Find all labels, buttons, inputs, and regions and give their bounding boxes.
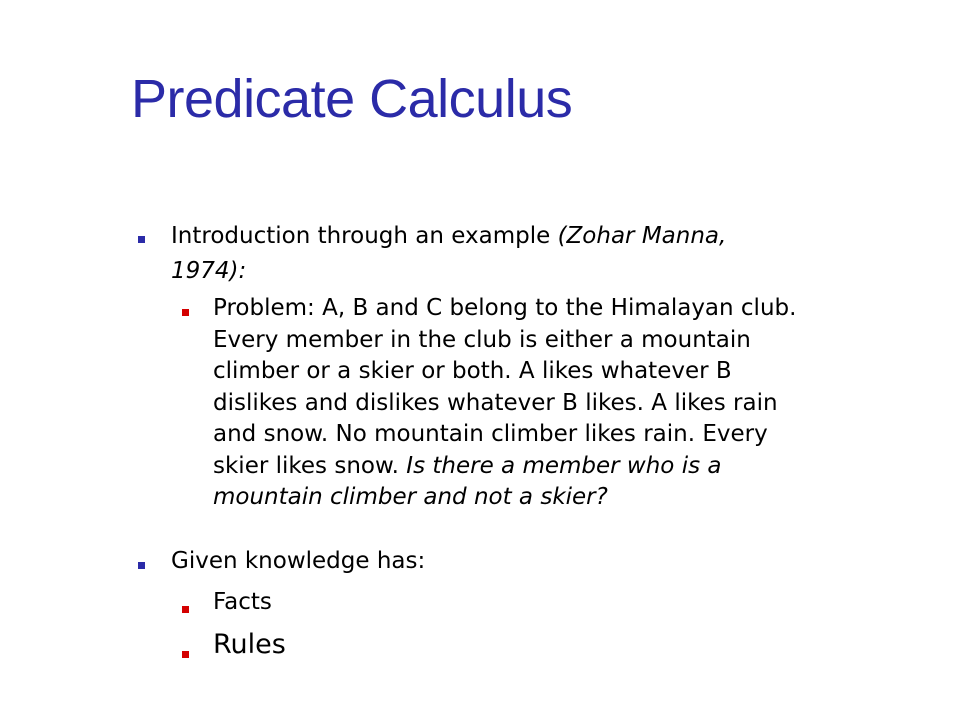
intro-text: Introduction through an example: [171, 223, 558, 249]
problem-question-cont: mountain climber and not a skier?: [213, 484, 608, 510]
knowledge-heading: Given knowledge has:: [171, 548, 426, 574]
bullet-square-icon: [182, 651, 189, 658]
intro-citation-cont: 1974):: [171, 258, 247, 284]
problem-bullet-text: [213, 293, 953, 514]
problem-question: Is there a member who is a: [406, 452, 722, 479]
problem-line: Every member in the club is either a mountain: [213, 326, 751, 353]
problem-line: Problem: A, B and C belong to the Himalayan club.: [213, 295, 797, 321]
bullet-square-icon: [182, 309, 189, 316]
problem-line: and snow. No mountain climber likes rain. Every: [213, 421, 768, 447]
intro-citation: (Zohar Manna,: [557, 223, 727, 249]
problem-line: dislikes and dislikes whatever B likes. A likes rain: [213, 389, 778, 416]
bullet-square-icon: [138, 236, 145, 243]
knowledge-item-facts: Facts: [213, 589, 272, 615]
problem-line: [213, 451, 953, 483]
intro-bullet-text: [171, 219, 891, 289]
bullet-square-icon: [182, 606, 189, 613]
slide-title: Predicate Calculus: [131, 69, 573, 129]
problem-line-plain: skier likes snow.: [213, 452, 407, 479]
knowledge-item-rules: Rules: [213, 629, 286, 660]
bullet-square-icon: [138, 562, 145, 569]
problem-line: climber or a skier or both. A likes whatever B: [213, 358, 732, 384]
